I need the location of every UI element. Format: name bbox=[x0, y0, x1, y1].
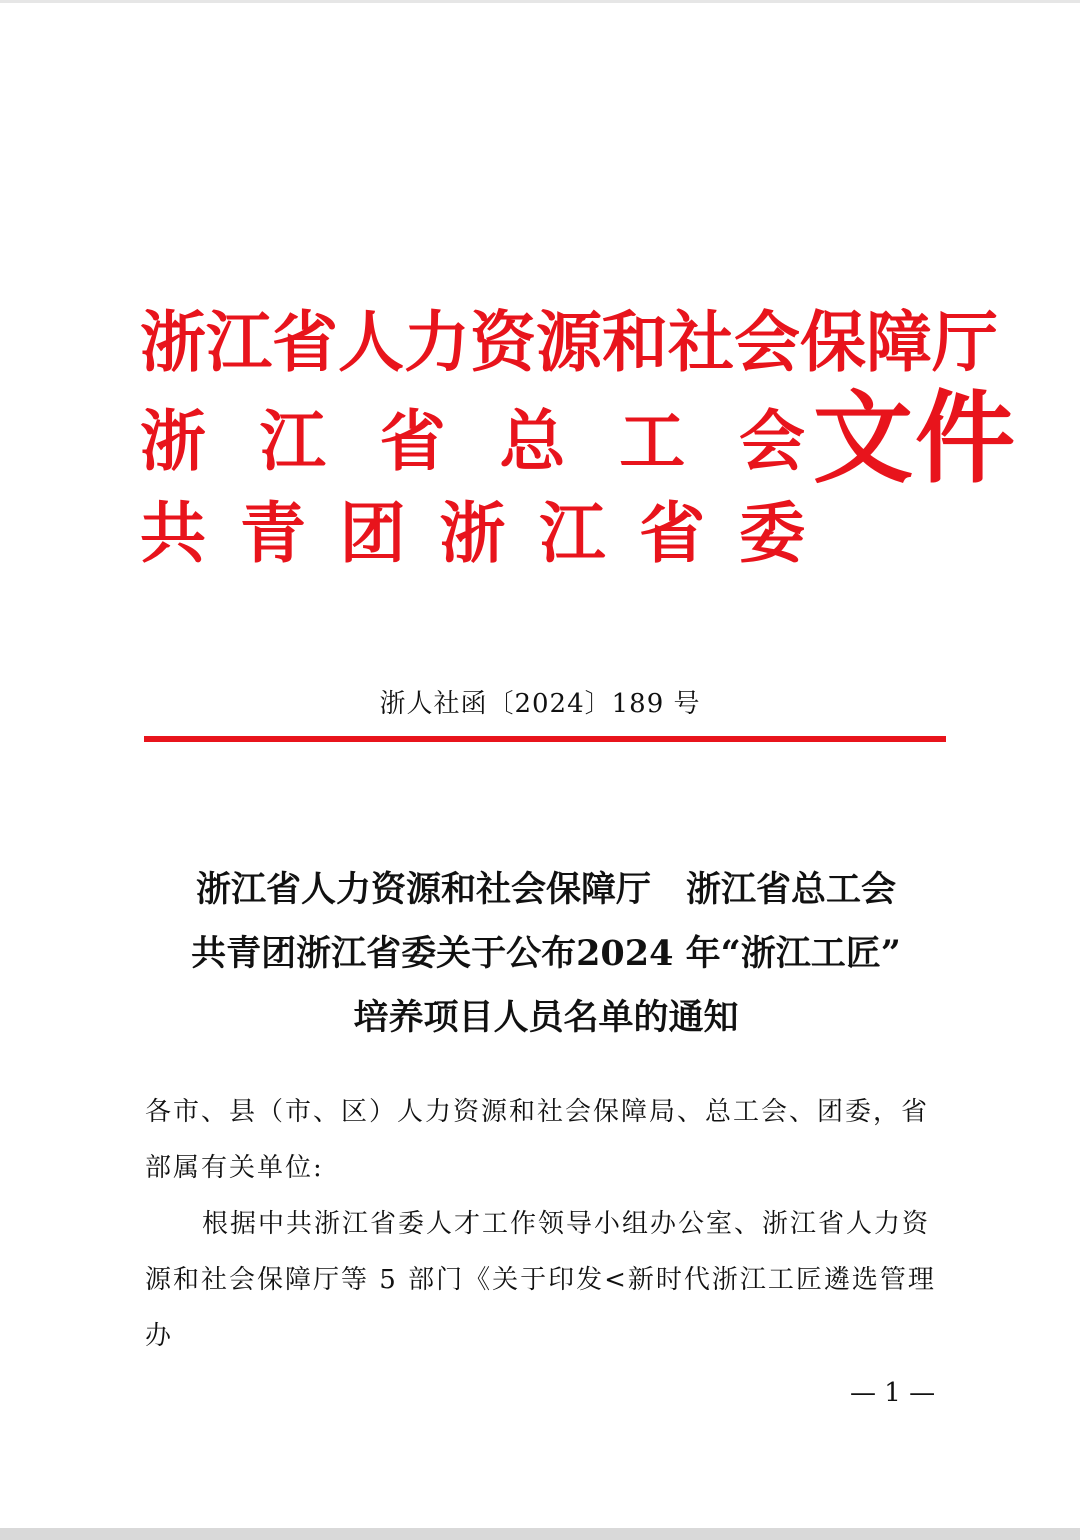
title-line-2: 共青团浙江省委关于公布2024 年“浙江工匠” bbox=[191, 933, 901, 974]
letterhead-char: 总 bbox=[499, 402, 566, 480]
letterhead-char: 省 bbox=[639, 494, 706, 572]
letterhead-char: 浙 bbox=[439, 494, 506, 572]
letterhead-char: 社 bbox=[668, 303, 734, 381]
letterhead-char: 和 bbox=[602, 303, 668, 381]
letterhead-char: 浙 bbox=[140, 303, 206, 381]
letterhead-char: 人 bbox=[338, 303, 404, 381]
red-divider bbox=[144, 736, 946, 742]
letterhead-line-3 bbox=[140, 494, 805, 572]
letterhead-char: 障 bbox=[866, 303, 932, 381]
letterhead-char: 工 bbox=[619, 402, 686, 480]
title-line-3: 培养项目人员名单的通知 bbox=[353, 997, 739, 1038]
letterhead-char: 省 bbox=[272, 303, 338, 381]
letterhead-char: 青 bbox=[239, 494, 306, 572]
letterhead-char: 会 bbox=[738, 402, 805, 480]
letterhead-char: 共 bbox=[140, 494, 206, 572]
notice-title bbox=[145, 858, 947, 1050]
letterhead-line-1 bbox=[140, 303, 998, 381]
letterhead-char: 厅 bbox=[932, 303, 998, 381]
letterhead-char: 江 bbox=[206, 303, 272, 381]
letterhead-char: 团 bbox=[339, 494, 406, 572]
letterhead-char: 江 bbox=[259, 402, 326, 480]
body-paragraph: 根据中共浙江省委人才工作领导小组办公室、浙江省人力资源和社会保障厅等 5 部门《关于印发<新时代浙江工匠遴选管理办 bbox=[145, 1209, 936, 1351]
letterhead-char: 源 bbox=[536, 303, 602, 381]
letterhead-char: 省 bbox=[379, 402, 446, 480]
letterhead-char: 资 bbox=[470, 303, 536, 381]
letterhead-char: 浙 bbox=[140, 402, 206, 480]
bottom-edge bbox=[0, 1528, 1080, 1540]
letterhead-char: 保 bbox=[800, 303, 866, 381]
letterhead-line-2 bbox=[140, 402, 805, 480]
letterhead-char: 力 bbox=[404, 303, 470, 381]
addressee: 各市、县（市、区）人力资源和社会保障局、总工会、团委，省部属有关单位: bbox=[145, 1097, 930, 1183]
title-line-1: 浙江省人力资源和社会保障厅 浙江省总工会 bbox=[195, 869, 896, 910]
page-number: — 1 — bbox=[850, 1378, 936, 1408]
letterhead-suffix: 文件 bbox=[813, 379, 1017, 497]
document-number: 浙人社函〔2024〕189 号 bbox=[379, 689, 701, 719]
letterhead-char: 委 bbox=[738, 494, 805, 572]
top-edge bbox=[0, 0, 1080, 3]
letterhead-char: 江 bbox=[539, 494, 606, 572]
letterhead-char: 会 bbox=[734, 303, 800, 381]
